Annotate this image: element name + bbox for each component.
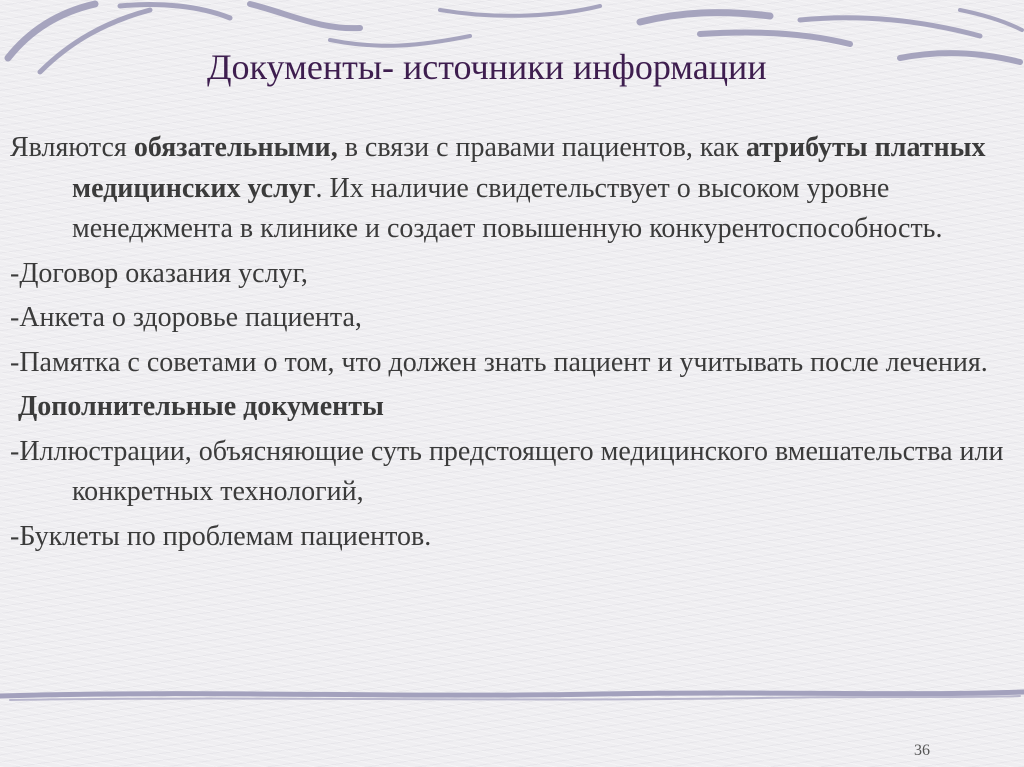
decorative-divider-line <box>0 684 1024 708</box>
required-item-questionnaire: -Анкета о здоровье пациента, <box>10 302 362 333</box>
page-number: 36 <box>914 742 930 759</box>
intro-text-2: в связи с правами пациентов, как <box>337 132 747 163</box>
additional-documents-heading: Дополнительные документы <box>18 391 384 422</box>
slide-title: Документы- источники информации <box>207 47 767 87</box>
additional-item-illustrations: -Иллюстрации, объясняющие суть предстоящего медицинского вмешательства или конкретных технологий, <box>10 435 1004 507</box>
intro-text-1: Являются <box>10 132 134 163</box>
intro-bold-mandatory: обязательными, <box>133 132 338 163</box>
required-item-memo: -Памятка с советами о том, что должен знать пациент и учитывать после лечения. <box>10 346 988 378</box>
intro-text-3: . Их наличие свидетельствует о высоком уровне менеджмента в клинике и создает повышенную конкурентоспособность. <box>72 172 943 244</box>
intro-paragraph <box>10 128 1010 250</box>
intro-bold-attributes: атрибуты платных медицинских услуг <box>72 132 986 204</box>
required-item-contract: -Договор оказания услуг, <box>10 257 308 289</box>
additional-item-booklets: -Буклеты по проблемам пациентов. <box>10 520 432 552</box>
slide-body <box>10 128 1010 561</box>
